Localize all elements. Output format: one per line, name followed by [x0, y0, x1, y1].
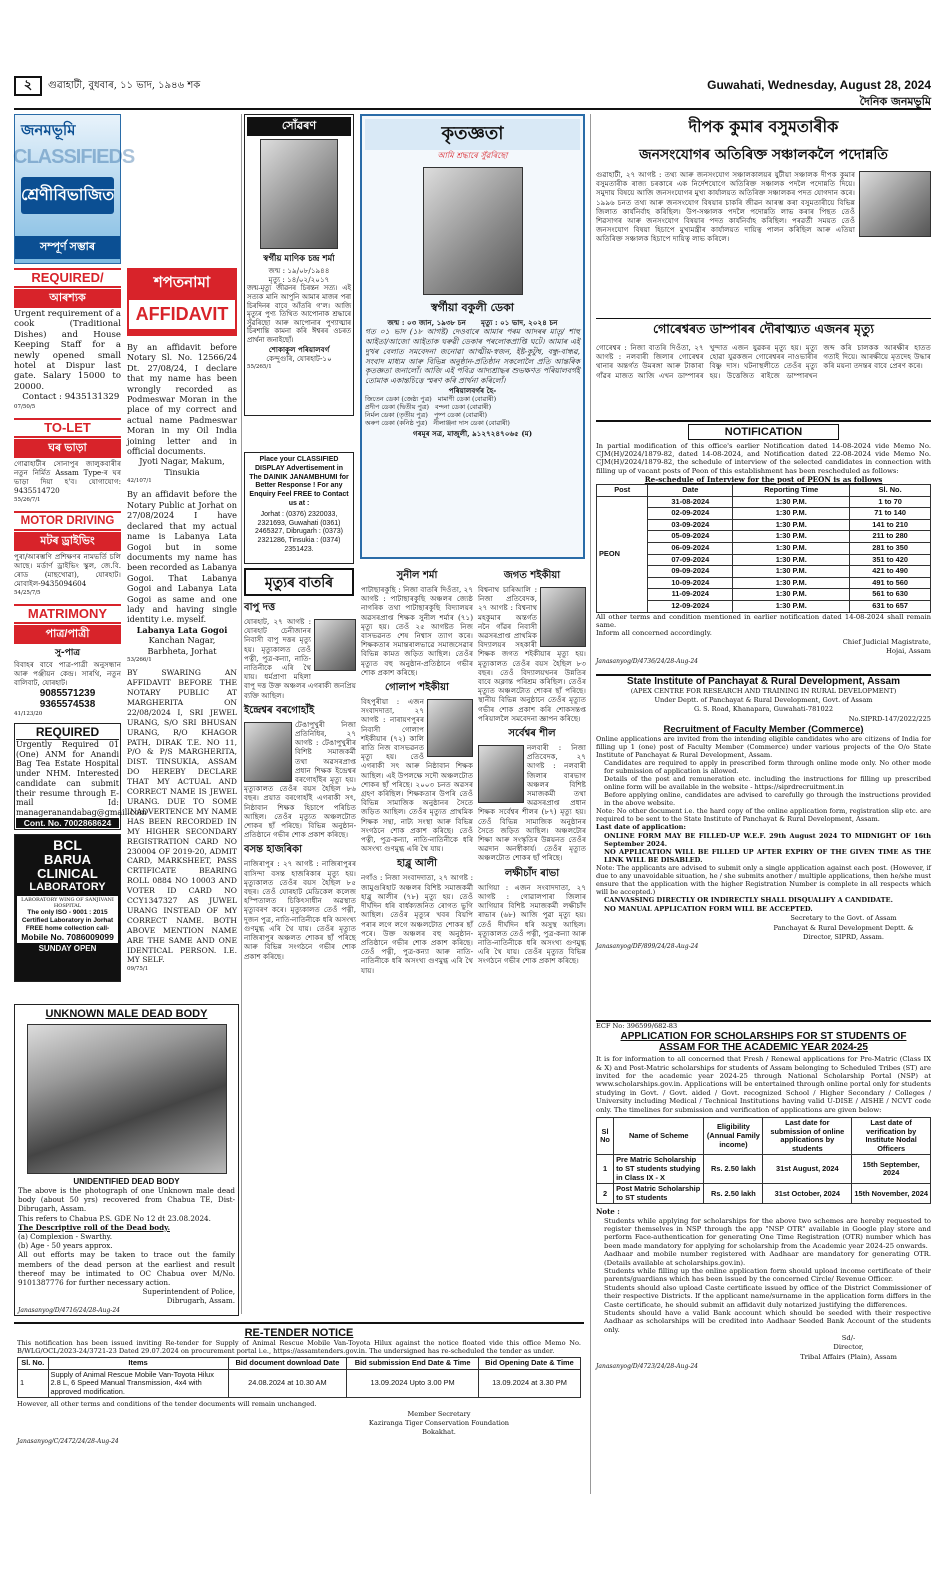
- sird-notice: [596, 674, 931, 1014]
- notification-sign1: Chief Judicial Magistrate,: [842, 638, 931, 647]
- kritagyata-members: জিতেন ডেকা (জেষ্ঠ্য পুত্ৰ) মামাণী ডেকা (বোৱাৰী) প্ৰদীপ ডেকা (দ্বিতীয় পুত্ৰ) বন্দনা ডেকা (বোৱাৰী) নিৰ্মল ডেকা (তৃতীয় পুত্ৰ) পুষ্প ডেকা (বোৱাৰী) অৰুণ ডেকা (কনিষ্ঠ পুত্ৰ) নীলাঞ্জনা দাস ডেকা (বোৱাৰী): [365, 395, 510, 428]
- kritagyata-notice: [360, 114, 585, 559]
- sourabh-born: জন্ম : ১৯/০৮/১৯৪৪: [268, 266, 330, 275]
- scholarship-n3: Students while filling up the online application form should upload income certificate of their parents/guardians which has been issued by the concerned Circle/ Revenue Officer.: [604, 1267, 931, 1284]
- notification-table: [596, 484, 931, 613]
- notification-cell: 1:30 P.M.: [733, 554, 850, 566]
- required1-title: REQUIRED/: [14, 268, 121, 288]
- obit-indreswar-body: টেঙাপুখুৰী নিজা প্ৰতিনিধিৰ, ২৭ আগষ্ট : টেঙাপুখুৰীৰ বিশিষ্ট সমাজকৰ্মী তথা অৱসৰপ্ৰাপ্ত প্ৰধান শিক্ষক ইন্দ্ৰেশ্বৰ বৰগোহাঁইৰ মৃত্যু হয়। মৃত্যুকালত তেওঁৰ বয়স হৈছিল ৮৬ বছৰ। প্ৰয়াত বৰগোহাঁই এগৰাকী সৎ, নিষ্ঠাবান শিক্ষক হিচাপে পৰিচিত আছিল। তেওঁৰ মৃত্যুত অঞ্চলটোত শোকৰ ছাঁ পৰিছে। বিভিন্ন অনুষ্ঠান-প্ৰতিষ্ঠানে গভীৰ শোক প্ৰকাশ কৰিছে।: [244, 719, 356, 840]
- retender-sign3: Bokakhat.: [422, 1427, 456, 1436]
- classifieds-brand: জনমভূমি: [21, 122, 76, 139]
- sird-sign3: Director, SIPRD, Assam.: [803, 932, 884, 941]
- paper-name: দৈনিক জনমভূমি: [859, 95, 931, 108]
- affidavit-2-sign2: Kanchan Nagar, Barbheta, Jorhat: [147, 635, 217, 656]
- bcl-free: FREE home collection call-: [25, 925, 110, 933]
- scholarship-title2: ASSAM FOR THE ACADEMIC YEAR 2024-25: [659, 1042, 868, 1054]
- tolet-sub: ঘৰ ভাড়া: [14, 439, 121, 458]
- scholarship-cell: 15th September, 2024: [852, 1155, 931, 1184]
- sourabh-name: স্বৰ্গীয় মাণিক চন্দ্ৰ শৰ্মা: [263, 254, 335, 264]
- sird-sub1: (APEX CENTRE FOR RESEARCH AND TRAINING IN RURAL DEVELOPMENT): [630, 687, 897, 695]
- unknown-sign1: Superintendent of Police,: [142, 1287, 235, 1297]
- sourabh-died: মৃত্যু : ১৪/০২/২০১৭: [268, 275, 330, 285]
- scholarship-n4: Students should also upload Caste certificate issued by office of the District Commissioner of their respective Districts. If the applicant name/surname in the application form differs in the Caste certificate, he should submit an affidavit duly notarized justifying the differences.: [604, 1283, 931, 1309]
- unknown-c2: (b) Age - 50 years approx.: [18, 1241, 113, 1251]
- affidavit-2: By an affidavit before the Notary Public at Jorhat on 27/08/2024 I have declared that my actual name is Labanya Lata Gogoi but in some documents my name has been recorded as Labanya Gogoi. That Labanya Gogoi and Labanya Lata Gogoi as same and one lady and having single identity i.e. myself.: [127, 489, 237, 625]
- affidavit-title-assamese: শপতনামা: [153, 274, 211, 291]
- unknown-dead-body-notice: [14, 1004, 239, 1316]
- motor-sub: মটৰ ড্ৰাইভিং: [14, 532, 121, 551]
- retender-cell: 1: [18, 1369, 49, 1398]
- mrityu-title: মৃত্যুৰ বাতৰি: [264, 574, 334, 590]
- unknown-title: UNKNOWN MALE DEAD BODY: [45, 1008, 208, 1020]
- kritagyata-name: স্বৰ্গীয়া বকুলী ডেকা: [431, 301, 514, 314]
- classifieds-sub: সম্পূৰ্ণ সম্ভাৰ: [15, 236, 120, 259]
- notification-cell: 281 to 350: [850, 542, 931, 554]
- sird-sub2: Under Deptt. of Panchayat & Rural Development, Govt. of Assam: [654, 696, 873, 705]
- tolet-ref: 55/26/7/1: [14, 496, 41, 503]
- scholarship-cell: 1: [597, 1155, 614, 1184]
- unknown-body: The above is the photograph of one Unknown male dead body (about 50 yrs) recovered from Chabua TE, Dist-Dibrugarh, Assam.: [18, 1186, 235, 1214]
- obit-lakhi-body: আগিয়া : এজন সংবাদদাতা, ২৭ আগষ্ট : গোৱালপাৰা জিলাৰ আগিয়াৰ বিশিষ্ট সমাজকৰ্মী লক্ষীচাঁদ ৰাভাৰ (৬৮) আজি পুৱা মৃত্যু হয়। তেওঁ দীৰ্ঘদিন ধৰি অসুস্থ আছিল। মৃত্যুকালত তেওঁ পত্নী, পুত্ৰ-কন্যা আৰু নাতি-নাতিনীকে ধৰি অসংখ্য গুণমুগ্ধ এৰি থৈ যায়। তেওঁৰ মৃত্যুত বিভিন্ন সংগঠনে গভীৰ শোক প্ৰকাশ কৰিছে।: [478, 882, 586, 966]
- notification-cell: 11-09-2024: [648, 589, 733, 601]
- affidavit-1-sign: Jyoti Nagar, Makum, Tinsukia: [139, 456, 225, 477]
- sourabh-place: কেন্দুগুৰি, যোৰহাট-১০: [266, 353, 332, 363]
- sird-sign2: Panchayat & Rural Development Deptt. &: [773, 923, 914, 932]
- unknown-appeal: All out efforts may be taken to trace out the family members of the dead person at the earliest and result thereof may be intimated to OC Chabua over M/No. 9101387776 for further necessary action.: [18, 1250, 235, 1288]
- sourabh-sign: শোকাকুল পৰিয়ালবৰ্গ: [268, 344, 330, 354]
- affidavit-column: [127, 268, 237, 1000]
- scholarship-cell: Post Matric Scholarship to ST students: [614, 1184, 704, 1204]
- required1-ref: 07/50/5: [14, 403, 36, 410]
- sourabh-notice: [244, 114, 354, 416]
- retender-cell: 13.09.2024 Upto 3.00 PM: [347, 1369, 479, 1398]
- scholarship-ecf: ECF No: 396599/682-83: [596, 1022, 678, 1030]
- notification-cell: 1:30 P.M.: [733, 566, 850, 578]
- affidavit-title: AFFIDAVIT: [129, 300, 235, 329]
- retender-sign1: Member Secretary: [407, 1409, 471, 1418]
- affidavit-2-ref: 53/266/1: [127, 656, 152, 663]
- tolet-title: TO-LET: [14, 418, 121, 438]
- kritagyata-address: গৰমূৰ সত্ৰ, মাজুলী, ৯১২৭২৪৭০৬৫ (ম): [412, 429, 533, 439]
- sourabh-photo: [260, 139, 338, 249]
- scholarship-row: [597, 1184, 931, 1204]
- sird-sub3: G. S. Road, Khanapara, Guwahati-781022: [693, 705, 834, 714]
- unknown-code: Janasanyog/D/4716/24/28-Aug-24: [18, 1306, 120, 1314]
- motor-ref: 54/25/7/5: [14, 589, 41, 596]
- sird-b1: Candidates are required to apply in prescribed form through online mode only. No other mode for submission of application is allowed.: [604, 758, 931, 775]
- matrimony-body: বিবাহৰ বাবে পাত্ৰ-পাত্ৰী অনুসন্ধান আৰু পঞ্জীয়ন কেন্দ্ৰ। সাৰথি, নতুন বালিবাট, যোৰহাট।: [14, 659, 121, 688]
- affidavit-1: By an affidavit before Notary Sl. No. 12566/24 Dt. 27/08/24, I declare that my name has been wrongly recorded as Podmeswar Moran in the place of my correct and actual name Padmeswar Moran in my Oil India joining letter and in official documents.: [127, 342, 237, 457]
- scholarship-cell: 31st August, 2024: [763, 1155, 852, 1184]
- sird-c2: NO MANUAL APPLICATION FORM WILL BE ACCEPTED.: [604, 905, 813, 914]
- retender-code: Janasanyog/C/2472/24/28-Aug-24: [17, 1438, 119, 1446]
- notification-code: Janasanyog/D/4736/24/28-Aug-24: [596, 657, 698, 665]
- kritagyata-photo: [423, 167, 523, 295]
- dead-body-photo: [27, 1024, 227, 1174]
- scholarship-n5: Students should have a valid Bank account which should be seeded with their respective Aadhaar as scholarships will be credited into Aadhaar Seeded Bank Account of the students only.: [604, 1309, 931, 1334]
- retender-sign2: Kaziranga Tiger Conservation Foundation: [368, 1418, 510, 1427]
- notification-cell: 141 to 210: [850, 519, 931, 531]
- kritagyata-body: গত ০১ ভাদ (১৮ আগষ্ট) দেওবাৰে আমাৰ পৰম আদৰৰ মাতৃ/ শাহু আইতা/আজো আইতাক ঘৰুৱী ডেকাৰ পৰলোকপ্ৰাপ্তি ঘটে। আমাৰ এই দুখৰ বেলাত সমবেদনা জনোৱা আত্মীয়-স্বজন, ইষ্ট-কুটুম্ব, বন্ধু-বান্ধৱ, সংবাদ মাধ্যম আৰু বিভিন্ন অনুষ্ঠান-প্ৰতিষ্ঠান সকলোলৈ প্ৰতি আন্তৰিক কৃতজ্ঞতা জনালোঁ। আজি এই পবিত্ৰ আদ্যশ্ৰাদ্ধৰ শুভক্ষণত পৰিয়ালবৰ্গই তোমাক একান্তচিত্তে স্মৰণ কৰি প্ৰাৰ্থনা কৰিলোঁ।: [365, 327, 580, 386]
- dipak-title: দীপক কুমাৰ বসুমতাৰীক: [688, 117, 839, 136]
- obit-golap-photo: [427, 699, 473, 757]
- kritagyata-title: কৃতজ্ঞতা: [365, 119, 580, 150]
- scholarship-sd: Sd/-: [841, 1334, 856, 1343]
- notification-cell: 1:30 P.M.: [733, 542, 850, 554]
- obit-basanta-title: বসন্ত হাজৰিকা: [244, 844, 303, 856]
- notification: [596, 420, 931, 668]
- motor-body: পুৰা/আৰম্ভণি প্ৰশিক্ষণৰ নামভৰ্তি চলি আছে। মৰ্ডাৰ্ণ ড্ৰাইভিং স্কুল, জে.বি. ৰোড (মাছখোৱা), যোৰহাট। মোবাইল-9435094604: [14, 551, 121, 589]
- sourabh-ref: 55/265/1: [247, 363, 272, 370]
- scholarship-note: Note :: [596, 1207, 620, 1217]
- retender-table: [17, 1357, 581, 1398]
- sird-no: No.SIPRD-147/2022/225: [848, 714, 931, 723]
- scholarship-cell: 31st October, 2024: [763, 1184, 852, 1204]
- required2-title: REQUIRED: [16, 725, 119, 740]
- matrimony-ref: 41/123/20: [14, 710, 43, 717]
- scholarship-n2: Aadhaar and mobile number registered with Aadhaar are mandatory for generating OTR. (Details available at scholarships.gov.in).: [604, 1250, 931, 1267]
- required2-contact: Cont. No. 7002868624: [16, 818, 119, 828]
- kritagyata-dates: জন্ম : ০৩ জান, ১৯৩৮ চন মৃত্যু : ০১ ভাদ, ২০২৪ চন: [387, 318, 558, 327]
- sch-col-slno: Sl No: [597, 1118, 614, 1155]
- scholarship-n1: Students while applying for scholarships for the above two schemes are hereby requested to register themselves in NSP through the app "NSP OTR" available in Google play store and perform Face-authentication for generating One Time Registration (OTR) number which has been made mandatory for applying for scholarship from the Academic year 2024-25 onwards.: [604, 1216, 931, 1250]
- unknown-caption: UNIDENTIFIED DEAD BODY: [73, 1177, 180, 1186]
- sird-sign1: Secretary to the Govt. of Assam: [790, 914, 897, 923]
- scholarship-code: Janasanyog/D/4723/24/28-Aug-24: [596, 1362, 698, 1370]
- obit-jagat-title: জগত শইকীয়া: [503, 570, 561, 581]
- mrityu-column: [244, 600, 356, 1316]
- notification-cell: 1:30 P.M.: [733, 577, 850, 589]
- scholarship-title1: APPLICATION FOR SCHOLARSHIPS FOR ST STUDENTS OF: [620, 1031, 907, 1043]
- affidavit-2-sign1: Labanya Lata Gogoi: [136, 624, 228, 635]
- notification-cell: 561 to 630: [850, 589, 931, 601]
- retender-foot: However, all other terms and conditions of the tender documents will remain unchanged.: [17, 1400, 317, 1409]
- notification-cell: 12-09-2024: [648, 600, 733, 612]
- goreswar-news: [596, 318, 931, 414]
- notif-col-time: Reporting Time: [733, 485, 850, 497]
- page-number: ২: [14, 76, 42, 96]
- notification-cell: 10-09-2024: [648, 577, 733, 589]
- scholarship-notice: [596, 1020, 931, 1500]
- tolet-body: গোৱাহাটীৰ সোনাপুৰ জালুকবাৰীৰ নতুন নিৰ্মিত Assam Type-ৰ ঘৰ ভাড়া দিয়া হ'ব। যোগাযোগ: 9435514720: [14, 458, 121, 496]
- notification-cell: 09-09-2024: [648, 566, 733, 578]
- retender-col-opening: Bid Opening Date & Time: [478, 1358, 580, 1370]
- notification-sign2: Hojai, Assam: [885, 647, 931, 656]
- retender-col-download: Bid document download Date: [228, 1358, 347, 1370]
- obit-sunil-body: পাটাছাৰকুছি : নিজা বাতৰি দিওঁতা, ২৭ আগষ্ট : পাটাছাৰকুছি অঞ্চলৰ জ্যেষ্ঠ নাগৰিক তথা পাটাছাৰকুছি বিদ্যালয়ৰ অৱসৰপ্ৰাপ্ত শিক্ষক সুনীল শৰ্মাৰ (৭১) মৃত্যু হয়। তেওঁ ২৫ আগষ্টত নিজ বাসভৱনত শেষ নিশ্বাস ত্যাগ কৰে। শিক্ষকতাৰ সমান্তৰালভাৱে সমাজসেৱাৰ বিভিন্ন কামত জড়িত আছিল। তেওঁৰ মৃত্যুত বহু অনুষ্ঠান-প্ৰতিষ্ঠানে গভীৰ শোক প্ৰকাশ কৰিছে।: [361, 585, 473, 677]
- bcl-tag: LABORATORY WING OF SANJIVANI HOSPITAL: [21, 897, 114, 910]
- notification-para2: All other terms and condition mentioned in earlier notification dated 14-08-2024 shall remain same.: [596, 612, 931, 629]
- sourabh-body: জন্ম-মৃত্যু জীৱনৰ চিৰন্তন সত্য। এই সত্যক মানি আপুনি আমাৰ মাজৰ পৰা চিৰদিনৰ বাবে আঁতৰি গ'ল। আজি মৃত্যুৰ পুণ্য তিথিত আপোনাক শ্ৰদ্ধাৰে সুঁৱৰিছো আৰু আপোনাৰ পুণ্যাত্মাৰ চিৰশান্তি কামনা কৰি ঈশ্বৰৰ ওচৰত প্ৰাৰ্থনা জনাইছোঁ।: [247, 284, 351, 344]
- sch-col-scheme: Name of Scheme: [614, 1118, 704, 1155]
- notification-cell: 421 to 490: [850, 566, 931, 578]
- notification-para3: Inform all concerned accordingly.: [596, 628, 712, 637]
- unknown-sign2: Dibrugarh, Assam.: [166, 1296, 235, 1306]
- obit-column-3: [478, 568, 586, 1316]
- scholarship-cell: Pre Matric Scholarship to ST students studying in Class IX - X: [614, 1155, 704, 1184]
- obit-sunil-title: সুনীল শৰ্মা: [396, 570, 438, 581]
- notification-cell: 491 to 560: [850, 577, 931, 589]
- display-ad-body: Place your CLASSIFIED DISPLAY Advertisement in The DAINIK JANAMBHUMI for Better Response ! For any Enquiry Feel FREE to Contact us at :: [249, 456, 349, 507]
- classifieds-assamese: শ্ৰেণীবিভাজিত: [21, 177, 114, 214]
- retender-col-sl: Sl. No.: [18, 1358, 49, 1370]
- display-ad-lines: Jorhat : (0376) 2320033, 2321693, Guwahati (0361) 2465327, Dibrugarh : (0373) 2321286, Tinsukia : (0374) 2351423.: [255, 510, 343, 553]
- matrimony-title: MATRIMONY: [14, 604, 121, 624]
- display-ad-notice: [244, 452, 354, 564]
- matrimony-sub: পাত্ৰ/পাত্ৰী: [14, 625, 121, 644]
- sird-b3: Before applying online, candidates are advised to carefully go through the instructions provided in the above website.: [604, 790, 931, 807]
- affidavit-1-ref: 42/107/1: [127, 478, 152, 485]
- sird-b2: Details of the post and remuneration etc. including the instructions for filling up prescribed online form will be available in the website - https://siprdrecruitment.in: [604, 774, 931, 791]
- dipak-title2: জনসংযোগৰ অতিৰিক্ত সঞ্চালকলৈ পদোন্নতি: [639, 147, 888, 163]
- retender-notice: [14, 1322, 584, 1500]
- obit-hablu-title: হাব্লু আলী: [397, 858, 437, 870]
- header-date-assamese: গুৱাহাটী, বুধবাৰ, ১১ ভাদ, ১৯৪৬ শক: [48, 80, 201, 91]
- sird-intro: Online applications are invited from the intending eligible candidates who are citizens of India for filling up 1 (one) post of Faculty Member (Commerce) under various projects of the O/o State Institute of Panchayat & Rural Development, Assam.: [596, 734, 931, 759]
- notification-title: NOTIFICATION: [688, 424, 839, 440]
- sourabh-title: সোঁৱৰণ: [247, 117, 351, 136]
- retender-col-submission: Bid submission End Date & Time: [347, 1358, 479, 1370]
- notification-cell: 1 to 70: [850, 496, 931, 508]
- notif-col-post: Post: [597, 485, 648, 497]
- classifieds-big: CLASSIFIEDS: [13, 146, 135, 168]
- notification-cell: 351 to 420: [850, 554, 931, 566]
- header-date: Guwahati, Wednesday, August 28, 2024: [707, 78, 931, 92]
- obit-golap-body: বিহপুৰীয়া : এজন সংবাদদাতা, ২৭ আগষ্ট : নাৰায়ণপুৰৰ নিবাসী গোলাপ শইকীয়াৰ (৭২) কালি ৰাতি নিজ বাসভৱনত মৃত্যু হয়। তেওঁ এগৰাকী সৎ আৰু নিষ্ঠাবান শিক্ষক আছিল। এই উপলক্ষে সদৌ অঞ্চলটোত শোকৰ ছাঁ পৰিছে। ২০০৩ চনত অৱসৰ গ্ৰহণ কৰিছিল। শিক্ষকতাৰ উপৰি তেওঁ বিভিন্ন সামাজিক অনুষ্ঠানৰ সৈতে জড়িত আছিল। তেওঁৰ মৃত্যুত প্ৰাথমিক শিক্ষক সন্থা, নাট্য সংস্থা আৰু বিভিন্ন সংগঠনে শোক প্ৰকাশ কৰিছে। তেওঁ পত্নী, পুত্ৰ-কন্যা, নাতি-নাতিনীকে ধৰি অসংখ্য গুণমুগ্ধ এৰি থৈ যায়।: [361, 697, 473, 854]
- sird-l1: ONLINE FORM MAY BE FILLED-UP W.E.F. 29th August 2024 TO MIDNIGHT OF 16th September 2024.: [604, 832, 931, 849]
- goreswar-body: গোৰেশ্বৰ : নিজা বাতৰি দিওঁতা, ২৭ আগষ্ট : নলবাৰী জিলাৰ গোৰেশ্বৰ থানাৰ অন্তৰ্গত উমৰঙ্গা আৰু টাকাৰা গাঁৱৰ মাজত আজি এখন ডাম্পাৰৰ খুন্দাত এজন যুৱকৰ মৃত্যু হয়। মৃত্যু হোৱা যুৱকজন গোৰেশ্বৰৰ নাওভাৰীৰ বিষ্ণু দাস। ঘটনাস্থলীতে তেওঁৰ মৃত্যু হয়। উত্তেজিত ৰাইজে ডাম্পাৰখন জব্দ কৰি চালকক আৰক্ষীৰ হাতত গতাই দিয়ে। আৰক্ষীয়ে মৃতদেহ উদ্ধাৰ কৰি ময়না তদন্তৰ বাবে প্ৰেৰণ কৰে।: [596, 343, 931, 380]
- classifieds-banner: [13, 114, 135, 264]
- notification-cell: 1:30 P.M.: [733, 519, 850, 531]
- notification-row: [597, 496, 931, 508]
- notification-cell: 631 to 657: [850, 600, 931, 612]
- sird-heading: Recruitment of Faculty Member (Commerce): [663, 723, 864, 735]
- obit-lakhi-title: লক্ষীচাঁদ ৰাভা: [504, 867, 560, 879]
- sch-col-eligibility: Eligibility (Annual Family income): [704, 1118, 763, 1155]
- notification-cell: 1:30 P.M.: [733, 589, 850, 601]
- notification-cell: 03-09-2024: [648, 519, 733, 531]
- obit-sarveswar-photo: [478, 745, 524, 803]
- retender-cell: 24.08.2024 at 10.30 AM: [228, 1369, 347, 1398]
- obit-sarveswar-title: সৰ্বেশ্বৰ শীল: [508, 728, 556, 740]
- kritagyata-sub: আমি শ্ৰদ্ধাৰে সুঁৱৰিছো: [437, 151, 508, 160]
- scholarship-sign1: Director,: [833, 1343, 864, 1352]
- obit-bapu-body: যোৰহাট, ২৭ আগষ্ট : যোৰহাট চেনীজানৰ নিবাসী বাপু দত্তৰ মৃত্যু হয়। মৃত্যুকালত তেওঁ পত্নী, পুত্ৰ-কন্যা, নাতি-নাতিনীকে এৰি থৈ যায়। ধৰ্মপ্ৰাণা মহিলা বাপু দত্ত উক্ত অঞ্চলৰ এগৰাকী জনপ্ৰিয় ব্যক্তি আছিল।: [244, 617, 356, 700]
- obit-sarveswar-body: নলবাৰী : নিজা প্ৰতিবেদক, ২৭ আগষ্ট : নলবাৰী জিলাৰ বাৰভাগ অঞ্চলৰ বিশিষ্ট সমাজকৰ্মী তথা অৱসৰপ্ৰাপ্ত প্ৰধান শিক্ষক সৰ্বেশ্বৰ শীলৰ (৮৭) মৃত্যু হয়। তেওঁ বিভিন্ন সামাজিক অনুষ্ঠানৰ সৈতে জড়িত আছিল। অঞ্চলটোৰ শিক্ষা আৰু সংস্কৃতিৰ উন্নয়নত তেওঁৰ অৱদান অনস্বীকাৰ্য। তেওঁৰ মৃত্যুত অঞ্চলটোত শোকৰ ছাঁ পৰিছে।: [478, 743, 586, 863]
- notification-para1: In partial modification of this office's earlier Notification dated 14-08-2024 vide Memo No. CJM(H)/2024/1879-82, dated 14-08-2024, and Notification dated 22-08-2024 vide Memo No. CJM(H)/2024/1879-82, the schedule of interview of the selected candidates in connection with filling up of vacant posts of Peon of this establishment has been rescheduled as follows:: [596, 442, 931, 475]
- notification-cell: 02-09-2024: [648, 508, 733, 520]
- bcl-sunday: SUNDAY OPEN: [38, 944, 97, 954]
- notification-cell: 31-08-2024: [648, 496, 733, 508]
- obit-hablu-body: নগাঁও : নিজা সংবাদদাতা, ২৭ আগষ্ট : জামুগুৰিহাট অঞ্চলৰ বিশিষ্ট সমাজকৰ্মী হাব্লু আলীৰ (৭৮) মৃত্যু হয়। তেওঁ দীৰ্ঘদিন ধৰি বাৰ্ধক্যজনিত ৰোগত ভুগি আছিল। তেওঁৰ মৃত্যুৰ খবৰ বিয়পি পৰাৰ লগে লগে অঞ্চলটোত শোকৰ ছাঁ পৰে। উক্ত অঞ্চলৰ বহু অনুষ্ঠান-প্ৰতিষ্ঠানে গভীৰ শোক প্ৰকাশ কৰিছে। তেওঁ পত্নী, পুত্ৰ-কন্যা আৰু নাতি-নাতিনীকে ধৰি অসংখ্য গুণমুগ্ধ এৰি থৈ যায়।: [361, 873, 473, 975]
- notification-cell: 1:30 P.M.: [733, 600, 850, 612]
- scholarship-cell: 15th November, 2024: [852, 1184, 931, 1204]
- obit-bapu-photo: [314, 619, 356, 671]
- notification-cell: 05-09-2024: [648, 531, 733, 543]
- notification-cell: 1:30 P.M.: [733, 531, 850, 543]
- notif-col-slno: Sl. No.: [850, 485, 931, 497]
- unknown-refno: This refers to Chabua P.S. GDE No 12 dt 23.08.2024.: [18, 1213, 211, 1223]
- required1-sub: আৰশ্যক: [14, 289, 121, 308]
- sird-c1: CANVASSING DIRECTLY OR INDIRECTLY SHALL DISQUALIFY A CANDIDATE.: [604, 896, 893, 905]
- notification-cell: 1:30 P.M.: [733, 496, 850, 508]
- notif-post-cell: PEON: [597, 496, 648, 612]
- retender-cell: 13.09.2024 at 3.30 PM: [478, 1369, 580, 1398]
- notification-cell: 06-09-2024: [648, 542, 733, 554]
- bcl-ad: [14, 834, 121, 982]
- scholarship-intro: It is for information to all concerned that Fresh / Renewal applications for Pre-Matric (Class IX & X) and Post-Matric scholarships for students of Assam belonging to Scheduled Tribes (ST) are invited for the academic year 2024-25 through National Scholarship Portal (NSP) at www.scholarships.gov.in. Applications will be entertained through online portal only for students studying in Govt. / Govt. aided / Govt. recognized School / Higher Secondary / Colleges / University including Medical / Technical Institutions having valid U-DISE / AISHE / NCVT code only. The timelines for submission and verification of applications are given below:: [596, 1055, 931, 1114]
- obit-jagat-body: বিশ্বনাথ চাৰিআলি : নিজা প্ৰতিবেদক, ২৭ আগষ্ট : বিশ্বনাথ মহকুমাৰ অন্তৰ্গত ননৈ গাঁৱৰ নিবাসী অৱসৰপ্ৰাপ্ত প্ৰাথমিক বিদ্যালয়ৰ সহকাৰী শিক্ষক জগত শইকীয়াৰ মৃত্যু হয়। মৃত্যুকালত তেওঁৰ বয়স হৈছিল ৮৩ বছৰ। তেওঁ বিদ্যালয়খনৰ উন্নতিৰ বাবে অক্লান্ত পৰিশ্ৰম কৰিছিল। তেওঁৰ মৃত্যুত অঞ্চলটোত শোকৰ ছাঁ পৰিছে। স্থানীয় বিভিন্ন অনুষ্ঠানে তেওঁৰ মৃত্যুত গভীৰ শোক প্ৰকাশ কৰি শোকসন্তপ্ত পৰিয়াললৈ সমবেদনা জ্ঞাপন কৰিছে।: [478, 585, 586, 723]
- obit-bapu-title: বাপু দত্ত: [244, 602, 276, 613]
- bcl-name1: BARUA: [44, 852, 91, 868]
- retender-body: This notification has been issued inviting Re-tender for Supply of Animal Rescue Mobile Van-Toyota Hilux against the notice floated vide this office Memo No. B/WLG/OCL/2023-24/3721-23 Dated 29.07.2024 on procurement portal i.e., https://assamtenders.gov.in. The undersigned has re-scheduled the tender as under.: [17, 1339, 581, 1355]
- unknown-c1: (a) Complexion - Swarthy.: [18, 1232, 112, 1242]
- scholarship-sign2: Tribal Affairs (Plain), Assam: [800, 1352, 897, 1361]
- scholarship-cell: Rs. 2.50 lakh: [704, 1184, 763, 1204]
- notification-cell: 07-09-2024: [648, 554, 733, 566]
- required2-body: Urgently Required 01 (One) ANM for Anandi Bag Tea Estate Hospital under NHM. Interested candidate can submit their resume through E-mail Id: manageranandabag@gmail.com: [16, 739, 147, 818]
- obit-indreswar-title: ইন্দ্ৰেশ্বৰ বৰগোহাঁই: [244, 704, 315, 716]
- unknown-desc: The Descriptive roll of the Dead body.: [18, 1222, 170, 1232]
- notification-cell: 1:30 P.M.: [733, 508, 850, 520]
- notification-cell: 211 to 280: [850, 531, 931, 543]
- bcl-name3: LABORATORY: [29, 881, 106, 894]
- scholarship-table: [596, 1117, 931, 1204]
- obit-indreswar-photo: [244, 722, 292, 782]
- matrimony-phone1: 9085571239: [39, 687, 96, 699]
- sird-note2: Note: The applicants are advised to submit only a single application against each post. (However, if due to any unavoidable situation, he / she submits another / multiple applications, then he/she must ensure that the application with the higher Registration Number is complete in all respects which will be accepted.): [596, 864, 931, 897]
- required1-body: Urgent requirement of a cook (Traditional Dishes) and House Keeping Staff for a newly opened small hotel at Dispur last gate. Salary 15000 to 20000. Contact : 9435131329: [14, 309, 121, 403]
- obit-basanta-body: নাজিৰাপুৰ : ২৭ আগষ্ট : নাজিৰাপুৰৰ বাসিন্দা বসন্ত হাজৰিকাৰ মৃত্যু হয়। মৃত্যুকালত তেওঁৰ বয়স হৈছিল ৮৫ বছৰ। তেওঁ যোৰহাট মেডিকেল কলেজ হস্পিতালত চিকিৎসাধীন অৱস্থাত মৃত্যুবৰণ কৰে। মৃত্যুকালত তেওঁ পত্নী, দুজন পুত্ৰ, নাতি-নাতিনীকে ধৰি অসংখ্য গুণমুগ্ধ এৰি থৈ যায়। তেওঁৰ মৃত্যুত নাজিৰাপুৰ অঞ্চলত শোকৰ ছাঁ পৰিছে আৰু বিভিন্ন সংগঠনে গভীৰ শোক প্ৰকাশ কৰিছে।: [244, 859, 356, 961]
- bcl-mobile: Mobile No. 7086009099: [21, 932, 114, 943]
- bcl-iso: The only ISO - 9001 : 2015 Certified Laboratory in Jorhat: [21, 909, 114, 925]
- dipak-photo: [859, 171, 931, 237]
- sird-note1: Note: No other document i.e. the hard copy of the online application form, registration slip etc. are required to be sent to the State Institute of Panchayat & Rural Development, Assam.: [596, 806, 931, 823]
- affidavit-3-ref: 09/75/1: [127, 966, 149, 973]
- sch-col-verification: Last date of verification by Institute Nodal Officers: [852, 1118, 931, 1155]
- sird-last: Last date of application:: [596, 822, 686, 831]
- dipak-news: [596, 114, 931, 314]
- scholarship-cell: Rs. 2.50 lakh: [704, 1155, 763, 1184]
- affidavit-3: BY SWARING AN AFFIDAVIT BEFORE THE NOTARY PUBLIC AT MARGHERITA ON 22/08/2024 I, SRI JEWEL URANG, S/O SRI BHUSAN URANG, R/O KHAGOR PATH, DIRAK T.E. NO 11, P/O & P/S MARGHERITA, DIST. TINSUKIA, ASSAM DO HEREBY DECLARE THAT MY ACTUAL AND CORRECT NAME IS JEWEL URANG. DUE TO SOME INADVERTENCE MY NAME HAS BEEN RECORDED IN MY HIGHER SECONDARY REGISTRATION CARD NO 230004 OF 2019-20, ADMIT CARD, MARKSHEET, PASS CRTIFICATE BEARING ROLL 0884 NO 10003 AND VOTER ID CARD NO CCY1347327 AS JUWEL URANG INSTEAD OF MY CORRECT NAME. BOTH ABOVE MENTION NAME ARE THE SAME AND ONE IDENTICAL PERSON. I.E. MY SELF.: [127, 668, 237, 965]
- bcl-name2: CLINICAL: [37, 866, 98, 882]
- scholarship-cell: 2: [597, 1184, 614, 1204]
- sird-code: Janasanyog/DF/899/24/28-Aug-24: [596, 943, 699, 951]
- sird-title: State Institute of Panchayat & Rural Development, Assam: [626, 676, 901, 687]
- notification-cell: 71 to 140: [850, 508, 931, 520]
- motor-title: MOTOR DRIVING: [14, 511, 121, 531]
- bcl-logo: BCL: [53, 837, 82, 854]
- notif-col-date: Date: [648, 485, 733, 497]
- retender-col-items: Items: [48, 1358, 228, 1370]
- obit-jagat-photo: [540, 587, 586, 647]
- notification-reschedule: Re-schedule of Interview for the post of PEON is as follows: [644, 474, 883, 484]
- goreswar-title: গোৰেশ্বৰত ডাম্পাৰৰ দৌৰাত্ম্যত এজনৰ মৃত্যু: [653, 321, 874, 336]
- kritagyata-family: পৰিয়ালবৰ্গৰ হৈ-: [448, 385, 497, 395]
- scholarship-row: [597, 1155, 931, 1184]
- sch-col-submission: Last date for submission of online applications by students: [763, 1118, 852, 1155]
- retender-title: RE-TENDER NOTICE: [244, 1327, 354, 1339]
- obit-golap-title: গোলাপ শইকীয়া: [385, 682, 449, 694]
- obit-column-2: [361, 568, 473, 1316]
- sird-l2: NO APPLICATION WILL BE FILLED UP AFTER EXPIRY OF THE GIVEN TIME AS THE LINK WILL BE DISABLED.: [604, 848, 931, 865]
- matrimony-phone2: 9365574538: [39, 698, 96, 710]
- matrimony-heading: সু-পাত্ৰ: [54, 647, 80, 658]
- retender-cell: Supply of Animal Rescue Mobile Van-Toyota Hilux 2.8 L, 6 Speed Manual Transmission, 4x4 with approved modification.: [48, 1369, 228, 1398]
- dipak-body: গুৱাহাটী, ২৭ আগষ্ট : তথ্য আৰু জনসংযোগ সঞ্চালকালয়ৰ যুটীয়া সঞ্চালক দীপক কুমাৰ বসুমতাৰীক ৰাজ্য চৰকাৰে এক নিৰ্দেশযোগে অতিৰিক্ত সঞ্চালক পদলৈ পদোন্নতি দিয়ে। সমুদায় বিষয়ে আজি জনসংযোগৰ মুখ্য কাৰ্যালয়ত অতিৰিক্ত সঞ্চালকৰ পদত যোগদান কৰে। ১৯৯৬ চনত তথ্য আৰু জনসংযোগ বিষয়াৰ চাকৰি জীৱন আৰম্ভ কৰা বসুমতাৰীয়ে বিভিন্ন জিলাত কাৰ্যনিৰ্বাহ কৰিছিল। উপ-সঞ্চালক পদলৈ পদোন্নতি লাভ কৰাৰ পিছত তেওঁ শিৱসাগৰ আৰু জনসংযোগ বিষয়াৰ পদত কাৰ্যনিৰ্বাহ কৰিছিল। পৰৱৰ্তী সময়ত তেওঁ জনসংযোগ বিষয়া হিচাপে মুখ্যমন্ত্ৰীৰ কাৰ্যালয়ত দায়িত্ব পালন কৰিছিল আৰু এতিয়া অতিৰিক্ত সঞ্চালক হিচাপে দায়িত্ব লাভ কৰিলে।: [596, 170, 855, 244]
- mrityu-banner: [244, 568, 354, 596]
